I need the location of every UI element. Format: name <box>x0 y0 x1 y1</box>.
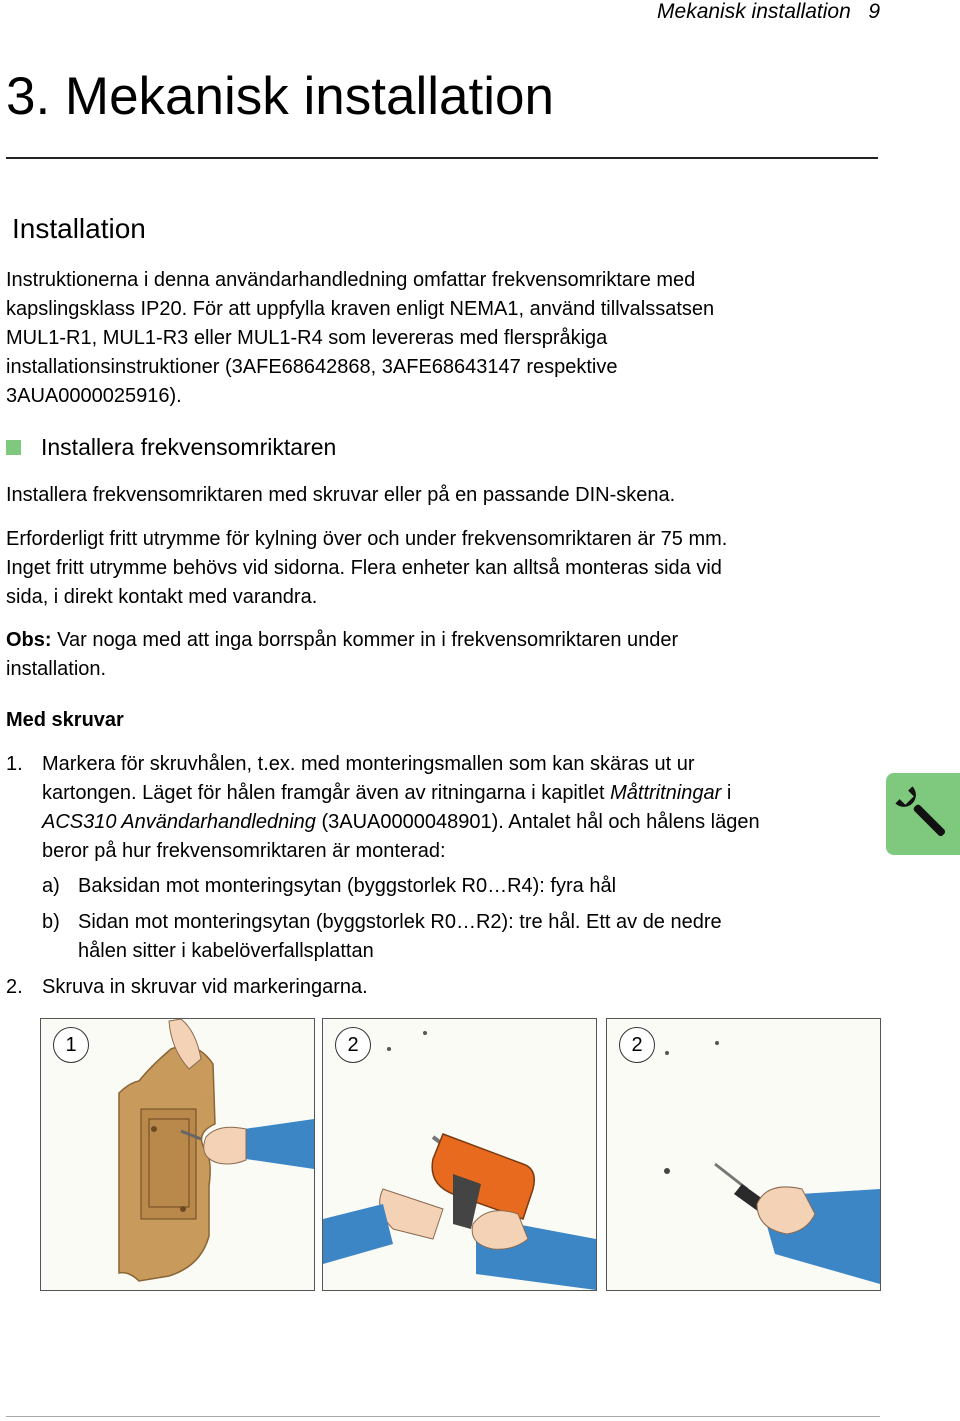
chapter-ref: Måttritningar <box>610 782 722 804</box>
subsection-title: Installera frekvensomriktaren <box>41 434 337 460</box>
note-text: Var noga med att inga borrspån kommer in i frekvensomriktaren under <box>51 629 679 651</box>
paragraph-clearance <box>6 525 876 612</box>
intro-line: installationsinstruktioner (3AFE68642868, 3AFE68643147 respektive <box>6 356 618 378</box>
figure-panel-1 <box>40 1018 315 1291</box>
note-paragraph <box>6 626 876 684</box>
square-bullet-icon <box>6 440 21 455</box>
chapter-title: 3. Mekanisk installation <box>6 67 554 126</box>
substep-label: b) <box>42 911 60 933</box>
step-number: 2. <box>6 976 23 998</box>
substep-a <box>42 872 882 901</box>
intro-line: kapslingsklass IP20. För att uppfylla kraven enligt NEMA1, använd tillvalssatsen <box>6 298 715 320</box>
substep-b <box>42 908 882 966</box>
step-number: 1. <box>6 753 23 775</box>
figure-panel-3 <box>606 1018 881 1291</box>
substep-a-text: Baksidan mot monteringsytan (byggstorlek R0…R4): fyra hål <box>78 875 617 897</box>
page-number: 9 <box>868 0 880 23</box>
step-marker: 1 <box>53 1027 89 1063</box>
section-title: Installation <box>12 213 146 244</box>
note-label: Obs: <box>6 629 52 651</box>
chapter-tab <box>886 773 960 855</box>
running-header <box>657 0 880 24</box>
screwdriver-illustration <box>607 1019 880 1290</box>
figure-panel-2 <box>322 1018 597 1291</box>
intro-line: Instruktionerna i denna användarhandledning omfattar frekvensomriktare med <box>6 269 696 291</box>
clearance-line: Inget fritt utrymme behövs vid sidorna. Flera enheter kan alltså monteras sida vid <box>6 557 722 579</box>
step-1-line: kartongen. Läget för hålen framgår även av ritningarna i kapitlet <box>42 782 611 804</box>
chapter-divider <box>6 157 878 159</box>
manual-ref: ACS310 Användarhandledning <box>42 811 316 833</box>
running-title: Mekanisk installation <box>657 0 851 23</box>
substep-label: a) <box>42 875 60 897</box>
intro-paragraph <box>6 266 876 411</box>
paragraph-install: Installera frekvensomriktaren med skruvar eller på en passande DIN-skena. <box>6 484 676 506</box>
screws-heading: Med skruvar <box>6 709 124 731</box>
footer-divider <box>6 1416 880 1417</box>
subsection-heading <box>6 434 336 461</box>
drill-illustration <box>323 1019 596 1290</box>
step-marker: 2 <box>335 1027 371 1063</box>
substep-b-text: Sidan mot monteringsytan (byggstorlek R0…R2): tre hål. Ett av de nedre <box>78 911 722 933</box>
intro-line: 3AUA0000025916). <box>6 385 182 407</box>
note-text-cont: installation. <box>6 658 107 680</box>
wrench-icon <box>886 773 960 855</box>
step-2-text: Skruva in skruvar vid markeringarna. <box>42 976 368 998</box>
step-1 <box>6 750 886 866</box>
step-1-line: Markera för skruvhålen, t.ex. med monteringsmallen som kan skäras ut ur <box>42 753 695 775</box>
step-1-line: beror på hur frekvensomriktaren är monterad: <box>42 840 446 862</box>
step-1-line: (3AUA0000048901). Antalet hål och hålens lägen <box>315 811 760 833</box>
substep-b-text: hålen sitter i kabelöverfallsplattan <box>78 940 374 962</box>
step-marker: 2 <box>619 1027 655 1063</box>
clearance-line: sida, i direkt kontakt med varandra. <box>6 586 318 608</box>
mounting-template-illustration <box>41 1019 314 1290</box>
step-2 <box>6 973 886 1002</box>
step-1-line: i <box>721 782 732 804</box>
intro-line: MUL1-R1, MUL1-R3 eller MUL1-R4 som levereras med flerspråkiga <box>6 327 608 349</box>
clearance-line: Erforderligt fritt utrymme för kylning över och under frekvensomriktaren är 75 mm. <box>6 528 728 550</box>
